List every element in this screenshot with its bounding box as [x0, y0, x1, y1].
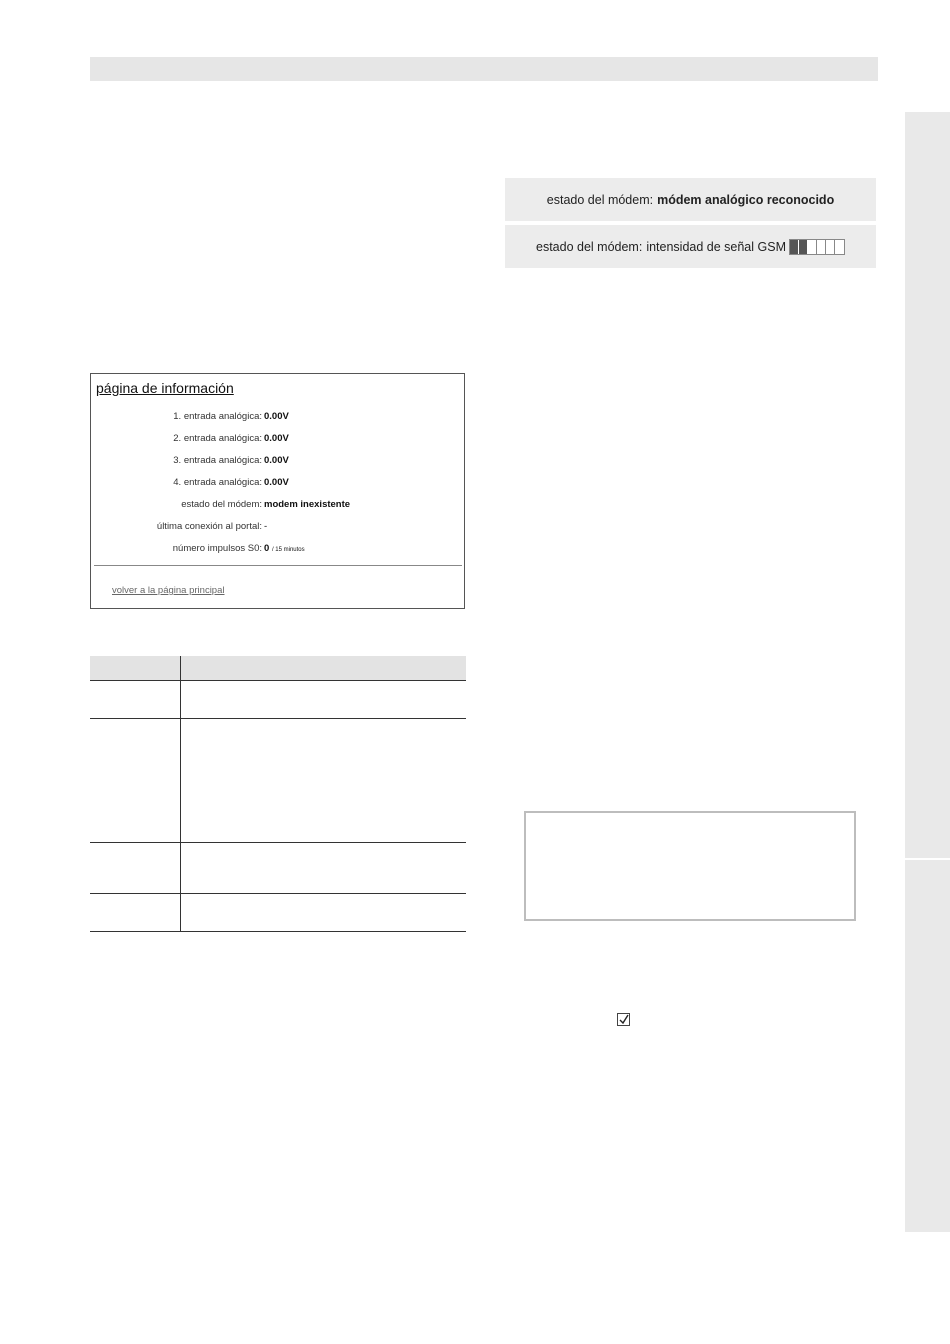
info-row-value: 0.00V: [264, 433, 289, 444]
info-row-label: 2. entrada analógica:: [173, 433, 262, 444]
checkbox-checked-icon: [617, 1013, 630, 1026]
table-bottom-border: [90, 931, 466, 932]
modem-status-label: estado del módem:: [536, 239, 643, 254]
header-bar: [90, 57, 878, 81]
info-row-label: 4. entrada analógica:: [173, 477, 262, 488]
info-row-unit: / 15 minutos: [271, 547, 305, 553]
info-row-analog-2: [91, 433, 466, 449]
info-row-label: número impulsos S0:: [172, 543, 262, 554]
info-row-label: 3. entrada analógica:: [173, 455, 262, 466]
info-row-value: 0.00V: [264, 477, 289, 488]
side-tab-divider: [905, 858, 950, 860]
signal-bar: [835, 240, 844, 254]
info-row-s0-pulses: [91, 543, 466, 559]
info-row-analog-3: [91, 455, 466, 471]
info-row-label: 1. entrada analógica:: [173, 411, 262, 422]
signal-bar: [790, 240, 799, 254]
modem-status-analog: [505, 178, 876, 221]
modem-status-value: intensidad de señal GSM: [646, 239, 786, 254]
side-tab: [905, 112, 950, 1232]
info-row-value: modem inexistente: [264, 499, 351, 510]
modem-status-label: estado del módem:: [546, 192, 654, 207]
table-column-divider: [180, 656, 181, 932]
info-page-title: página de información: [96, 380, 234, 396]
modem-status-gsm: [505, 225, 876, 268]
note-box: [524, 811, 856, 921]
info-row-value-group: [264, 543, 305, 554]
info-row-modem-status: [91, 499, 466, 515]
signal-bar: [799, 240, 808, 254]
info-page-panel: [90, 373, 465, 609]
info-divider: [94, 565, 462, 566]
gsm-signal-meter: [789, 239, 845, 255]
table-row-divider: [90, 718, 466, 719]
info-row-label: estado del módem:: [181, 499, 262, 510]
table-row-divider: [90, 842, 466, 843]
table-header: [90, 656, 466, 681]
info-row-value: 0.00V: [264, 455, 289, 466]
info-row-value: 0.00V: [264, 411, 289, 422]
modem-status-value: módem analógico reconocido: [657, 192, 835, 207]
signal-bar: [817, 240, 826, 254]
table-row-divider: [90, 893, 466, 894]
info-row-last-connection: [91, 521, 466, 537]
info-row-analog-1: [91, 411, 466, 427]
info-row-label: última conexión al portal:: [156, 521, 262, 532]
info-row-value: 0: [264, 543, 270, 554]
info-row-analog-4: [91, 477, 466, 493]
signal-bar: [808, 240, 817, 254]
back-to-main-link[interactable]: volver a la página principal: [112, 585, 225, 596]
info-row-value: -: [264, 521, 268, 532]
signal-bar: [826, 240, 835, 254]
